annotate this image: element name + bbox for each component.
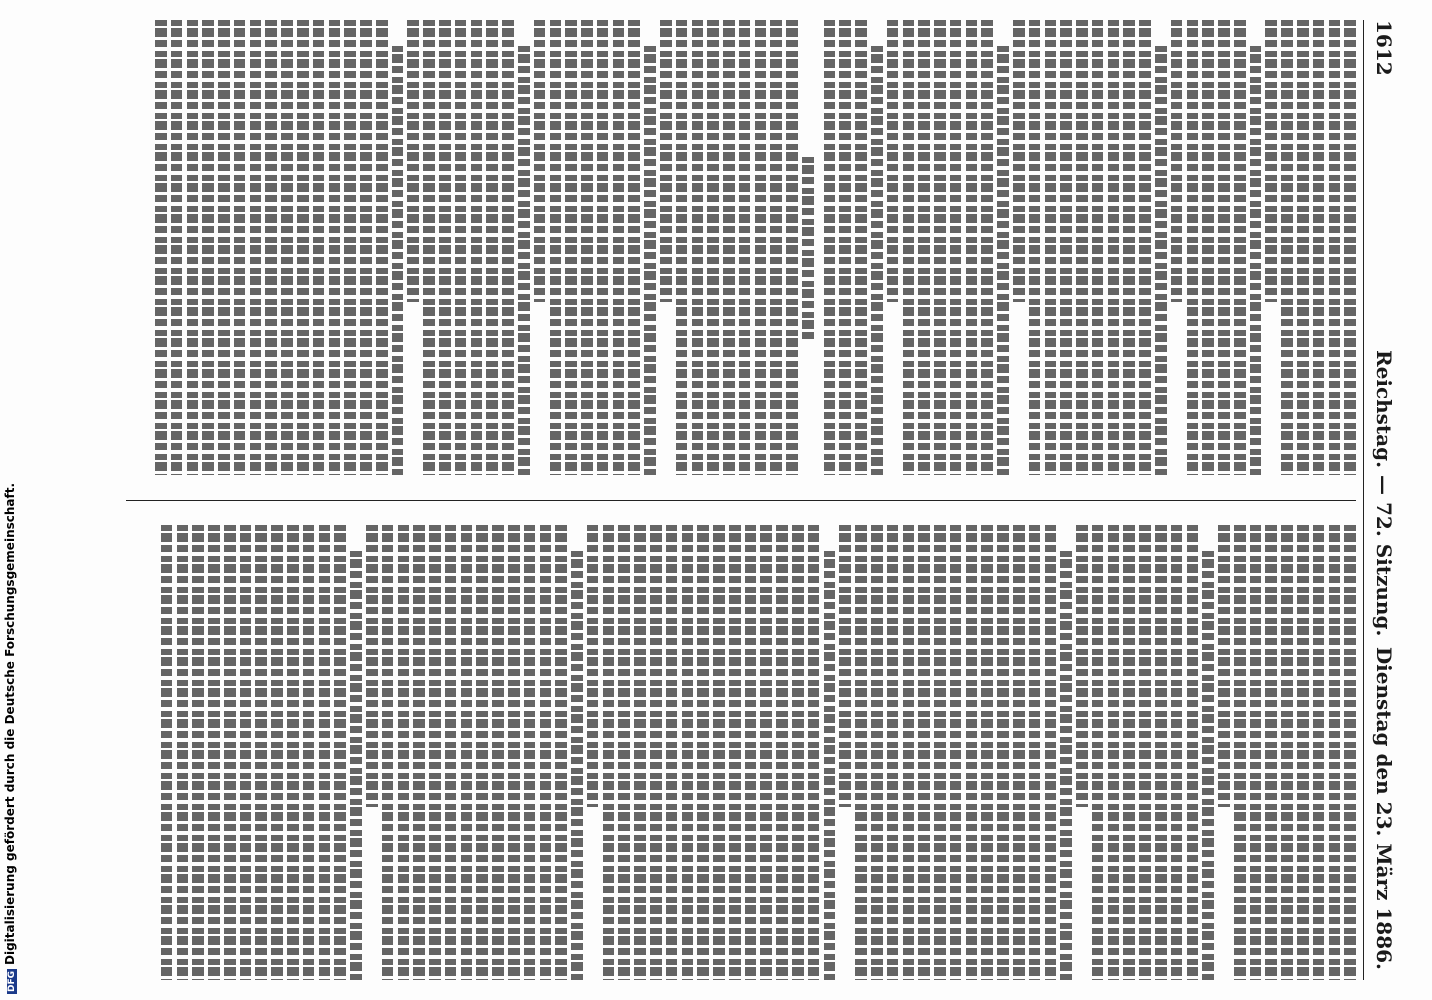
text-line xyxy=(486,20,498,475)
text-line xyxy=(581,20,593,475)
text-line xyxy=(950,20,962,475)
text-line xyxy=(455,20,467,475)
text-line xyxy=(1234,20,1246,475)
text-line xyxy=(240,525,252,980)
text-line xyxy=(202,20,214,475)
text-line xyxy=(392,46,404,475)
text-line xyxy=(1123,20,1135,475)
text-line xyxy=(871,46,883,475)
text-line xyxy=(1076,525,1088,807)
text-line xyxy=(303,525,315,980)
text-line xyxy=(871,525,883,980)
text-line xyxy=(1139,525,1151,980)
text-line xyxy=(524,525,536,980)
text-line xyxy=(682,525,694,980)
text-column-left xyxy=(126,20,1356,475)
text-line xyxy=(839,525,851,807)
text-line xyxy=(1045,525,1057,980)
text-line xyxy=(344,20,356,475)
text-line xyxy=(1092,20,1104,475)
text-line xyxy=(250,20,262,475)
text-line xyxy=(565,20,577,475)
text-line xyxy=(934,525,946,980)
text-line xyxy=(1329,20,1341,475)
text-line xyxy=(224,525,236,980)
text-line xyxy=(155,20,167,475)
text-line xyxy=(918,20,930,475)
text-line xyxy=(313,20,325,475)
text-line xyxy=(413,525,425,980)
text-line xyxy=(271,525,283,980)
text-line xyxy=(502,20,514,475)
text-line xyxy=(903,20,915,475)
text-line xyxy=(887,525,899,980)
text-line xyxy=(555,525,567,980)
text-line xyxy=(1281,20,1293,475)
text-line xyxy=(839,20,851,475)
text-line xyxy=(1139,20,1151,475)
text-line xyxy=(802,157,814,339)
text-line xyxy=(423,20,435,475)
text-line xyxy=(382,525,394,980)
text-line xyxy=(1045,20,1057,475)
text-line xyxy=(950,525,962,980)
text-line xyxy=(1171,525,1183,980)
text-line xyxy=(887,20,899,302)
text-line xyxy=(644,46,656,475)
text-line xyxy=(508,525,520,980)
text-line xyxy=(1329,525,1341,980)
text-line xyxy=(1250,46,1262,475)
text-line xyxy=(666,525,678,980)
text-line xyxy=(1218,20,1230,475)
text-line xyxy=(350,551,362,980)
page-number: 1612 xyxy=(1372,20,1396,76)
text-line xyxy=(334,525,346,980)
text-line xyxy=(329,20,341,475)
text-line xyxy=(445,525,457,980)
text-line xyxy=(1029,20,1041,475)
text-line xyxy=(713,525,725,980)
text-line xyxy=(287,525,299,980)
text-line xyxy=(1202,20,1214,475)
text-line xyxy=(676,20,688,475)
dfg-logo: DFG xyxy=(7,970,17,992)
text-line xyxy=(634,525,646,980)
text-line xyxy=(755,20,767,475)
text-line xyxy=(1155,525,1167,980)
text-line xyxy=(471,20,483,475)
text-line xyxy=(1187,20,1199,475)
text-line xyxy=(792,525,804,980)
text-line xyxy=(786,20,798,475)
text-line xyxy=(1266,20,1278,302)
text-line xyxy=(745,525,757,980)
text-line xyxy=(707,20,719,475)
text-line xyxy=(461,525,473,980)
text-line xyxy=(492,525,504,980)
text-line xyxy=(1313,525,1325,980)
text-line xyxy=(981,525,993,980)
text-line xyxy=(192,525,204,980)
text-line xyxy=(1344,525,1356,980)
text-line xyxy=(1281,525,1293,980)
text-line xyxy=(187,20,199,475)
text-line xyxy=(776,525,788,980)
text-line xyxy=(997,525,1009,980)
text-line xyxy=(966,525,978,980)
text-line xyxy=(1171,20,1183,302)
text-line xyxy=(723,20,735,475)
text-line xyxy=(360,20,372,475)
column-divider xyxy=(126,500,1356,501)
text-line xyxy=(1108,20,1120,475)
text-line xyxy=(761,525,773,980)
text-line xyxy=(366,525,378,807)
text-line xyxy=(1076,20,1088,475)
text-line xyxy=(161,525,173,980)
text-line xyxy=(1344,20,1356,475)
text-line xyxy=(729,525,741,980)
text-line xyxy=(1029,525,1041,980)
text-line xyxy=(597,20,609,475)
text-line xyxy=(208,525,220,980)
text-line xyxy=(297,20,309,475)
text-line xyxy=(587,525,599,807)
text-line xyxy=(697,525,709,980)
text-line xyxy=(1155,46,1167,475)
text-line xyxy=(177,525,189,980)
text-line xyxy=(855,525,867,980)
text-line xyxy=(966,20,978,475)
text-line xyxy=(550,20,562,475)
session-title: Reichstag. — 72. Sitzung. xyxy=(1372,350,1396,637)
text-line xyxy=(534,20,546,302)
text-line xyxy=(1202,551,1214,980)
dfg-credit-text: Digitalisierung gefördert durch die Deutsche Forschungsgemeinschaft. xyxy=(3,482,17,965)
text-line xyxy=(997,46,1009,475)
text-line xyxy=(770,20,782,475)
text-line xyxy=(603,525,615,980)
dfg-credit xyxy=(3,483,17,994)
text-line xyxy=(476,525,488,980)
text-line xyxy=(1313,20,1325,475)
text-line xyxy=(1013,525,1025,980)
text-line xyxy=(376,20,388,475)
text-line xyxy=(1266,525,1278,980)
text-line xyxy=(408,20,420,302)
text-line xyxy=(650,525,662,980)
text-line xyxy=(571,551,583,980)
text-line xyxy=(540,525,552,980)
text-line xyxy=(281,20,293,475)
text-line xyxy=(265,20,277,475)
text-line xyxy=(1297,20,1309,475)
text-line xyxy=(319,525,331,980)
session-date: Dienstag den 23. März 1886. xyxy=(1372,646,1396,970)
text-line xyxy=(660,20,672,302)
text-line xyxy=(1060,551,1072,980)
text-line xyxy=(171,20,183,475)
text-column-right xyxy=(126,525,1356,980)
text-line xyxy=(808,525,820,980)
text-line xyxy=(1108,525,1120,980)
text-line xyxy=(981,20,993,475)
text-line xyxy=(398,525,410,980)
text-line xyxy=(1092,525,1104,980)
text-line xyxy=(234,20,246,475)
text-line xyxy=(439,20,451,475)
text-line xyxy=(1218,525,1230,807)
text-line xyxy=(618,525,630,980)
text-line xyxy=(934,20,946,475)
text-line xyxy=(1250,525,1262,980)
rotated-newspaper-page xyxy=(110,20,1400,980)
text-line xyxy=(855,20,867,475)
text-line xyxy=(1187,525,1199,980)
text-line xyxy=(518,46,530,475)
text-line xyxy=(613,20,625,475)
text-line xyxy=(628,20,640,475)
text-line xyxy=(824,20,836,475)
text-line xyxy=(903,525,915,980)
text-line xyxy=(692,20,704,475)
text-line xyxy=(1123,525,1135,980)
text-line xyxy=(918,525,930,980)
text-line xyxy=(1234,525,1246,980)
text-line xyxy=(824,551,836,980)
text-line xyxy=(1297,525,1309,980)
text-line xyxy=(739,20,751,475)
text-line xyxy=(429,525,441,980)
text-line xyxy=(218,20,230,475)
text-line xyxy=(256,525,268,980)
text-line xyxy=(1013,20,1025,302)
page-header xyxy=(1363,20,1400,980)
text-line xyxy=(1060,20,1072,475)
